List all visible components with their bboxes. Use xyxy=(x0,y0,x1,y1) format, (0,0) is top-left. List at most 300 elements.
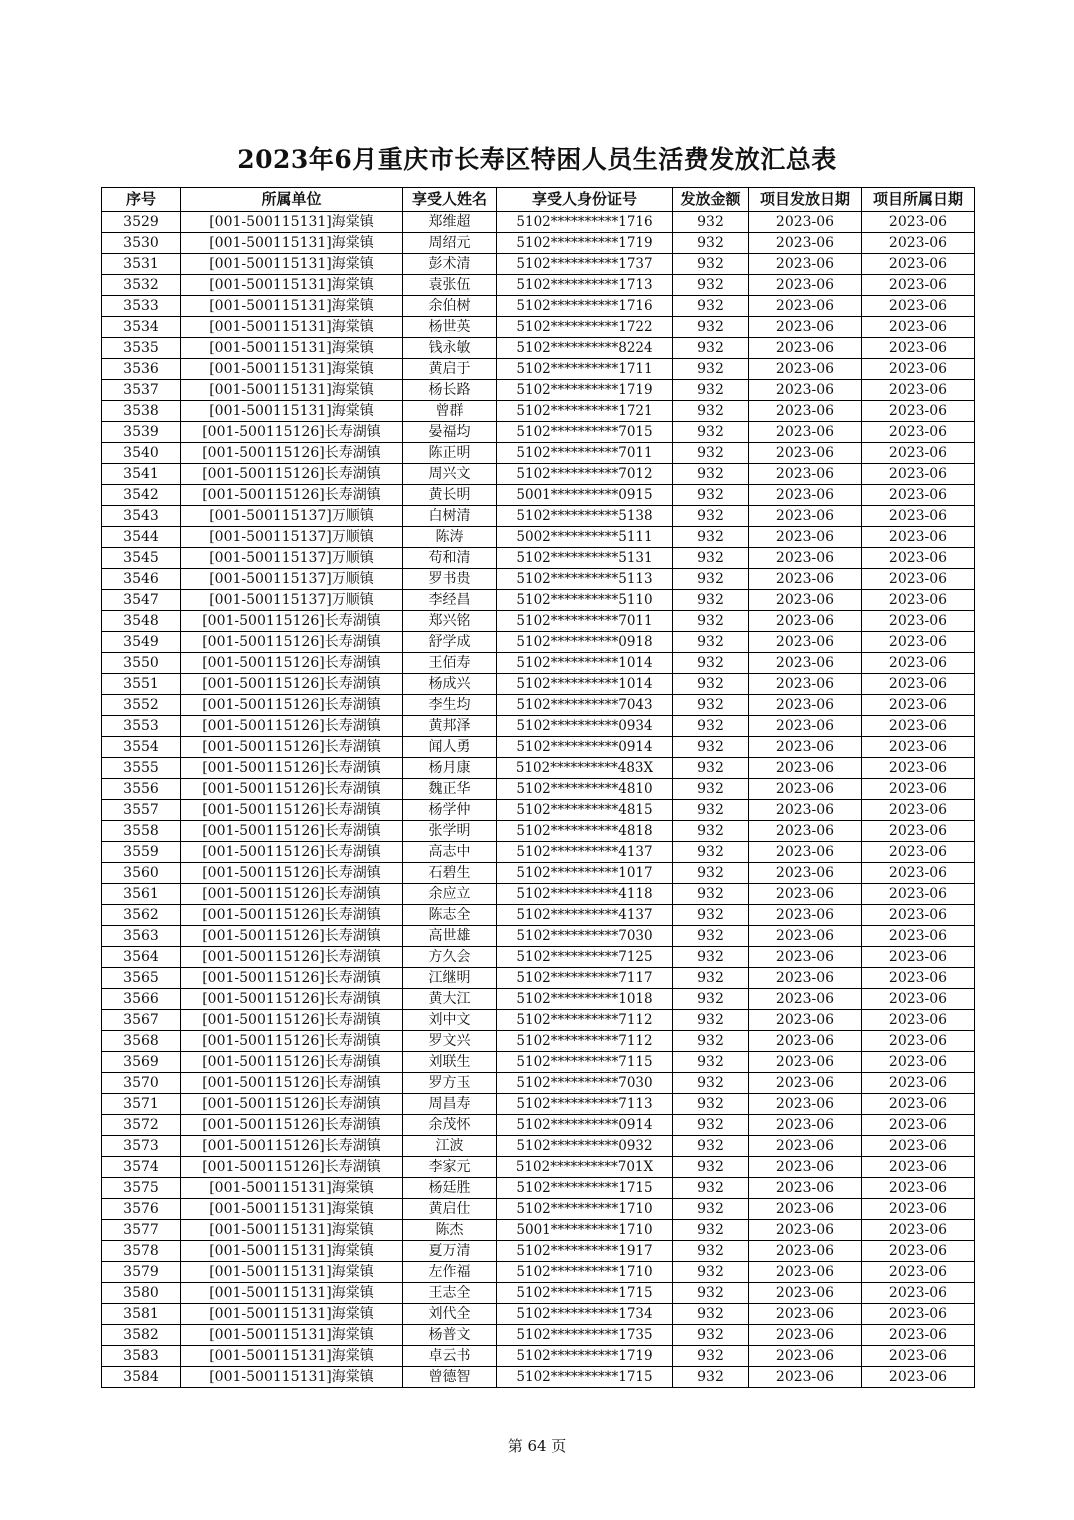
cell-unit: [001-500115126]长寿湖镇 xyxy=(181,968,403,989)
cell-unit: [001-500115131]海棠镇 xyxy=(181,1367,403,1388)
cell-serial: 3580 xyxy=(102,1283,181,1304)
cell-serial: 3537 xyxy=(102,380,181,401)
cell-issue-date: 2023-06 xyxy=(749,611,862,632)
table-row xyxy=(102,632,975,653)
cell-amount: 932 xyxy=(673,905,749,926)
cell-amount: 932 xyxy=(673,359,749,380)
cell-unit: [001-500115126]长寿湖镇 xyxy=(181,716,403,737)
cell-serial: 3554 xyxy=(102,737,181,758)
cell-id-number: 5102**********7030 xyxy=(497,1073,673,1094)
cell-unit: [001-500115126]长寿湖镇 xyxy=(181,611,403,632)
cell-amount: 932 xyxy=(673,548,749,569)
cell-id-number: 5102**********7012 xyxy=(497,464,673,485)
cell-name: 杨学仲 xyxy=(403,800,497,821)
cell-serial: 3550 xyxy=(102,653,181,674)
cell-issue-date: 2023-06 xyxy=(749,842,862,863)
cell-id-number: 5102**********1734 xyxy=(497,1304,673,1325)
cell-name: 王志全 xyxy=(403,1283,497,1304)
table-row xyxy=(102,1199,975,1220)
table-row xyxy=(102,989,975,1010)
table-row xyxy=(102,464,975,485)
cell-unit: [001-500115131]海棠镇 xyxy=(181,275,403,296)
table-header-row xyxy=(102,188,975,212)
cell-serial: 3555 xyxy=(102,758,181,779)
cell-serial: 3562 xyxy=(102,905,181,926)
table-row xyxy=(102,422,975,443)
cell-id-number: 5102**********1017 xyxy=(497,863,673,884)
cell-amount: 932 xyxy=(673,527,749,548)
cell-unit: [001-500115131]海棠镇 xyxy=(181,401,403,422)
cell-id-number: 5102**********1719 xyxy=(497,233,673,254)
cell-id-number: 5102**********1917 xyxy=(497,1241,673,1262)
cell-issue-date: 2023-06 xyxy=(749,1157,862,1178)
cell-name: 罗文兴 xyxy=(403,1031,497,1052)
cell-name: 石碧生 xyxy=(403,863,497,884)
cell-period-date: 2023-06 xyxy=(862,1178,975,1199)
cell-name: 江波 xyxy=(403,1136,497,1157)
cell-id-number: 5102**********483X xyxy=(497,758,673,779)
cell-amount: 932 xyxy=(673,254,749,275)
cell-name: 郑维超 xyxy=(403,212,497,233)
cell-issue-date: 2023-06 xyxy=(749,548,862,569)
cell-amount: 932 xyxy=(673,1283,749,1304)
cell-serial: 3546 xyxy=(102,569,181,590)
cell-period-date: 2023-06 xyxy=(862,1136,975,1157)
table-row xyxy=(102,737,975,758)
cell-id-number: 5102**********7125 xyxy=(497,947,673,968)
cell-period-date: 2023-06 xyxy=(862,632,975,653)
cell-unit: [001-500115131]海棠镇 xyxy=(181,1178,403,1199)
cell-issue-date: 2023-06 xyxy=(749,212,862,233)
table-row xyxy=(102,1010,975,1031)
cell-serial: 3553 xyxy=(102,716,181,737)
summary-table xyxy=(101,187,975,1388)
cell-id-number: 5001**********1710 xyxy=(497,1220,673,1241)
table-body xyxy=(102,212,975,1388)
cell-serial: 3551 xyxy=(102,674,181,695)
cell-unit: [001-500115126]长寿湖镇 xyxy=(181,1157,403,1178)
cell-period-date: 2023-06 xyxy=(862,506,975,527)
cell-unit: [001-500115126]长寿湖镇 xyxy=(181,779,403,800)
cell-id-number: 5102**********1716 xyxy=(497,212,673,233)
cell-id-number: 5102**********7112 xyxy=(497,1031,673,1052)
cell-name: 舒学成 xyxy=(403,632,497,653)
cell-id-number: 5102**********7011 xyxy=(497,443,673,464)
table-row xyxy=(102,779,975,800)
cell-serial: 3576 xyxy=(102,1199,181,1220)
cell-amount: 932 xyxy=(673,1220,749,1241)
cell-issue-date: 2023-06 xyxy=(749,590,862,611)
cell-amount: 932 xyxy=(673,1094,749,1115)
cell-issue-date: 2023-06 xyxy=(749,1073,862,1094)
table-row xyxy=(102,212,975,233)
cell-id-number: 5102**********1716 xyxy=(497,296,673,317)
cell-issue-date: 2023-06 xyxy=(749,716,862,737)
table-row xyxy=(102,359,975,380)
cell-issue-date: 2023-06 xyxy=(749,947,862,968)
cell-name: 余茂怀 xyxy=(403,1115,497,1136)
cell-amount: 932 xyxy=(673,653,749,674)
table-row xyxy=(102,1136,975,1157)
cell-serial: 3581 xyxy=(102,1304,181,1325)
cell-amount: 932 xyxy=(673,1325,749,1346)
table-row xyxy=(102,380,975,401)
cell-period-date: 2023-06 xyxy=(862,422,975,443)
cell-amount: 932 xyxy=(673,1178,749,1199)
page-number: 第 64 页 xyxy=(507,1437,567,1455)
cell-period-date: 2023-06 xyxy=(862,1325,975,1346)
table-row xyxy=(102,1052,975,1073)
cell-name: 刘代全 xyxy=(403,1304,497,1325)
cell-issue-date: 2023-06 xyxy=(749,653,862,674)
cell-id-number: 5102**********7112 xyxy=(497,1010,673,1031)
cell-id-number: 5102**********4137 xyxy=(497,842,673,863)
cell-amount: 932 xyxy=(673,1115,749,1136)
cell-issue-date: 2023-06 xyxy=(749,758,862,779)
cell-issue-date: 2023-06 xyxy=(749,380,862,401)
cell-issue-date: 2023-06 xyxy=(749,317,862,338)
cell-period-date: 2023-06 xyxy=(862,317,975,338)
cell-unit: [001-500115126]长寿湖镇 xyxy=(181,674,403,695)
cell-serial: 3536 xyxy=(102,359,181,380)
cell-unit: [001-500115126]长寿湖镇 xyxy=(181,1031,403,1052)
cell-serial: 3545 xyxy=(102,548,181,569)
cell-serial: 3542 xyxy=(102,485,181,506)
table-row xyxy=(102,1094,975,1115)
cell-amount: 932 xyxy=(673,737,749,758)
cell-amount: 932 xyxy=(673,317,749,338)
cell-period-date: 2023-06 xyxy=(862,1010,975,1031)
cell-unit: [001-500115126]长寿湖镇 xyxy=(181,926,403,947)
cell-issue-date: 2023-06 xyxy=(749,1136,862,1157)
cell-name: 郑兴铭 xyxy=(403,611,497,632)
cell-serial: 3557 xyxy=(102,800,181,821)
cell-issue-date: 2023-06 xyxy=(749,884,862,905)
cell-amount: 932 xyxy=(673,632,749,653)
cell-unit: [001-500115137]万顺镇 xyxy=(181,527,403,548)
cell-amount: 932 xyxy=(673,569,749,590)
cell-id-number: 5102**********0914 xyxy=(497,1115,673,1136)
cell-name: 余应立 xyxy=(403,884,497,905)
cell-unit: [001-500115126]长寿湖镇 xyxy=(181,821,403,842)
cell-issue-date: 2023-06 xyxy=(749,1346,862,1367)
cell-name: 李生均 xyxy=(403,695,497,716)
cell-issue-date: 2023-06 xyxy=(749,1052,862,1073)
cell-name: 晏福均 xyxy=(403,422,497,443)
table-row xyxy=(102,905,975,926)
cell-unit: [001-500115126]长寿湖镇 xyxy=(181,1052,403,1073)
table-row xyxy=(102,653,975,674)
cell-name: 陈杰 xyxy=(403,1220,497,1241)
cell-id-number: 5102**********1014 xyxy=(497,653,673,674)
cell-amount: 932 xyxy=(673,611,749,632)
table-row xyxy=(102,254,975,275)
cell-unit: [001-500115131]海棠镇 xyxy=(181,233,403,254)
cell-name: 陈正明 xyxy=(403,443,497,464)
cell-serial: 3566 xyxy=(102,989,181,1010)
cell-period-date: 2023-06 xyxy=(862,296,975,317)
cell-issue-date: 2023-06 xyxy=(749,695,862,716)
cell-period-date: 2023-06 xyxy=(862,653,975,674)
cell-issue-date: 2023-06 xyxy=(749,569,862,590)
table-row xyxy=(102,695,975,716)
cell-serial: 3556 xyxy=(102,779,181,800)
cell-amount: 932 xyxy=(673,800,749,821)
cell-name: 卓云书 xyxy=(403,1346,497,1367)
cell-issue-date: 2023-06 xyxy=(749,275,862,296)
cell-serial: 3538 xyxy=(102,401,181,422)
cell-id-number: 5102**********1737 xyxy=(497,254,673,275)
table-row xyxy=(102,947,975,968)
cell-amount: 932 xyxy=(673,1052,749,1073)
table-row xyxy=(102,338,975,359)
cell-amount: 932 xyxy=(673,506,749,527)
cell-period-date: 2023-06 xyxy=(862,464,975,485)
cell-unit: [001-500115131]海棠镇 xyxy=(181,1220,403,1241)
table-row xyxy=(102,758,975,779)
cell-period-date: 2023-06 xyxy=(862,275,975,296)
cell-issue-date: 2023-06 xyxy=(749,1178,862,1199)
cell-id-number: 5001**********0915 xyxy=(497,485,673,506)
cell-unit: [001-500115131]海棠镇 xyxy=(181,212,403,233)
cell-unit: [001-500115126]长寿湖镇 xyxy=(181,884,403,905)
cell-period-date: 2023-06 xyxy=(862,737,975,758)
cell-issue-date: 2023-06 xyxy=(749,968,862,989)
cell-amount: 932 xyxy=(673,947,749,968)
cell-unit: [001-500115137]万顺镇 xyxy=(181,590,403,611)
table-row xyxy=(102,1262,975,1283)
cell-serial: 3534 xyxy=(102,317,181,338)
cell-serial: 3532 xyxy=(102,275,181,296)
cell-serial: 3560 xyxy=(102,863,181,884)
table-row xyxy=(102,233,975,254)
cell-period-date: 2023-06 xyxy=(862,947,975,968)
cell-name: 黄长明 xyxy=(403,485,497,506)
table-row xyxy=(102,1304,975,1325)
cell-amount: 932 xyxy=(673,989,749,1010)
cell-unit: [001-500115131]海棠镇 xyxy=(181,1283,403,1304)
cell-period-date: 2023-06 xyxy=(862,1346,975,1367)
cell-amount: 932 xyxy=(673,674,749,695)
cell-name: 钱永敏 xyxy=(403,338,497,359)
cell-serial: 3564 xyxy=(102,947,181,968)
header-name: 享受人姓名 xyxy=(403,188,497,212)
cell-unit: [001-500115126]长寿湖镇 xyxy=(181,737,403,758)
cell-unit: [001-500115131]海棠镇 xyxy=(181,359,403,380)
cell-period-date: 2023-06 xyxy=(862,1199,975,1220)
cell-unit: [001-500115126]长寿湖镇 xyxy=(181,842,403,863)
cell-name: 李家元 xyxy=(403,1157,497,1178)
cell-period-date: 2023-06 xyxy=(862,590,975,611)
cell-name: 苟和清 xyxy=(403,548,497,569)
cell-id-number: 5102**********7043 xyxy=(497,695,673,716)
cell-amount: 932 xyxy=(673,1304,749,1325)
cell-id-number: 5102**********1711 xyxy=(497,359,673,380)
cell-serial: 3543 xyxy=(102,506,181,527)
table-row xyxy=(102,611,975,632)
cell-issue-date: 2023-06 xyxy=(749,800,862,821)
cell-serial: 3533 xyxy=(102,296,181,317)
cell-issue-date: 2023-06 xyxy=(749,632,862,653)
cell-id-number: 5102**********0934 xyxy=(497,716,673,737)
cell-unit: [001-500115126]长寿湖镇 xyxy=(181,422,403,443)
cell-issue-date: 2023-06 xyxy=(749,905,862,926)
cell-id-number: 5102**********5113 xyxy=(497,569,673,590)
cell-amount: 932 xyxy=(673,884,749,905)
cell-serial: 3569 xyxy=(102,1052,181,1073)
cell-name: 闻人勇 xyxy=(403,737,497,758)
cell-id-number: 5102**********7030 xyxy=(497,926,673,947)
table-row xyxy=(102,569,975,590)
cell-unit: [001-500115131]海棠镇 xyxy=(181,254,403,275)
cell-period-date: 2023-06 xyxy=(862,1157,975,1178)
cell-period-date: 2023-06 xyxy=(862,863,975,884)
header-issue-date: 项目发放日期 xyxy=(749,188,862,212)
table-row xyxy=(102,1241,975,1262)
cell-id-number: 5102**********1715 xyxy=(497,1367,673,1388)
cell-unit: [001-500115126]长寿湖镇 xyxy=(181,1094,403,1115)
cell-issue-date: 2023-06 xyxy=(749,863,862,884)
cell-period-date: 2023-06 xyxy=(862,1283,975,1304)
cell-period-date: 2023-06 xyxy=(862,1115,975,1136)
cell-name: 曾德智 xyxy=(403,1367,497,1388)
table-row xyxy=(102,863,975,884)
cell-id-number: 5102**********0932 xyxy=(497,1136,673,1157)
cell-period-date: 2023-06 xyxy=(862,842,975,863)
cell-id-number: 5102**********4815 xyxy=(497,800,673,821)
cell-serial: 3567 xyxy=(102,1010,181,1031)
cell-amount: 932 xyxy=(673,422,749,443)
cell-serial: 3571 xyxy=(102,1094,181,1115)
cell-unit: [001-500115131]海棠镇 xyxy=(181,317,403,338)
cell-unit: [001-500115131]海棠镇 xyxy=(181,380,403,401)
cell-amount: 932 xyxy=(673,485,749,506)
cell-period-date: 2023-06 xyxy=(862,1367,975,1388)
cell-serial: 3578 xyxy=(102,1241,181,1262)
cell-serial: 3572 xyxy=(102,1115,181,1136)
header-amount: 发放金额 xyxy=(673,188,749,212)
cell-issue-date: 2023-06 xyxy=(749,989,862,1010)
cell-serial: 3530 xyxy=(102,233,181,254)
cell-id-number: 5102**********5131 xyxy=(497,548,673,569)
cell-amount: 932 xyxy=(673,296,749,317)
cell-issue-date: 2023-06 xyxy=(749,401,862,422)
cell-period-date: 2023-06 xyxy=(862,1304,975,1325)
cell-issue-date: 2023-06 xyxy=(749,737,862,758)
cell-id-number: 5102**********4137 xyxy=(497,905,673,926)
table-row xyxy=(102,485,975,506)
cell-issue-date: 2023-06 xyxy=(749,254,862,275)
cell-issue-date: 2023-06 xyxy=(749,1367,862,1388)
table-row xyxy=(102,1220,975,1241)
cell-id-number: 5102**********8224 xyxy=(497,338,673,359)
cell-name: 杨普文 xyxy=(403,1325,497,1346)
cell-id-number: 5102**********1719 xyxy=(497,380,673,401)
cell-unit: [001-500115126]长寿湖镇 xyxy=(181,464,403,485)
cell-id-number: 5102**********4818 xyxy=(497,821,673,842)
cell-serial: 3559 xyxy=(102,842,181,863)
cell-unit: [001-500115126]长寿湖镇 xyxy=(181,863,403,884)
cell-amount: 932 xyxy=(673,758,749,779)
cell-id-number: 5102**********7113 xyxy=(497,1094,673,1115)
cell-unit: [001-500115126]长寿湖镇 xyxy=(181,905,403,926)
cell-period-date: 2023-06 xyxy=(862,569,975,590)
cell-id-number: 5102**********1721 xyxy=(497,401,673,422)
cell-unit: [001-500115131]海棠镇 xyxy=(181,1262,403,1283)
cell-serial: 3577 xyxy=(102,1220,181,1241)
table-row xyxy=(102,716,975,737)
cell-serial: 3579 xyxy=(102,1262,181,1283)
cell-amount: 932 xyxy=(673,821,749,842)
cell-name: 江继明 xyxy=(403,968,497,989)
cell-issue-date: 2023-06 xyxy=(749,821,862,842)
cell-period-date: 2023-06 xyxy=(862,905,975,926)
cell-period-date: 2023-06 xyxy=(862,443,975,464)
cell-id-number: 5102**********7115 xyxy=(497,1052,673,1073)
table-row xyxy=(102,296,975,317)
cell-serial: 3570 xyxy=(102,1073,181,1094)
cell-serial: 3540 xyxy=(102,443,181,464)
table-row xyxy=(102,275,975,296)
header-id-number: 享受人身份证号 xyxy=(497,188,673,212)
cell-name: 袁张伍 xyxy=(403,275,497,296)
table-row xyxy=(102,317,975,338)
cell-serial: 3529 xyxy=(102,212,181,233)
cell-period-date: 2023-06 xyxy=(862,548,975,569)
cell-amount: 932 xyxy=(673,338,749,359)
table-row xyxy=(102,842,975,863)
cell-name: 陈志全 xyxy=(403,905,497,926)
cell-name: 张学明 xyxy=(403,821,497,842)
cell-period-date: 2023-06 xyxy=(862,1073,975,1094)
cell-period-date: 2023-06 xyxy=(862,338,975,359)
table-row xyxy=(102,1367,975,1388)
cell-serial: 3544 xyxy=(102,527,181,548)
cell-serial: 3563 xyxy=(102,926,181,947)
table-row xyxy=(102,821,975,842)
cell-name: 周绍元 xyxy=(403,233,497,254)
cell-id-number: 5102**********4118 xyxy=(497,884,673,905)
cell-issue-date: 2023-06 xyxy=(749,359,862,380)
table-row xyxy=(102,1346,975,1367)
cell-serial: 3552 xyxy=(102,695,181,716)
table-row xyxy=(102,800,975,821)
cell-issue-date: 2023-06 xyxy=(749,1031,862,1052)
cell-name: 高志中 xyxy=(403,842,497,863)
cell-period-date: 2023-06 xyxy=(862,1220,975,1241)
cell-unit: [001-500115131]海棠镇 xyxy=(181,338,403,359)
cell-period-date: 2023-06 xyxy=(862,779,975,800)
cell-issue-date: 2023-06 xyxy=(749,1199,862,1220)
cell-period-date: 2023-06 xyxy=(862,821,975,842)
cell-unit: [001-500115126]长寿湖镇 xyxy=(181,653,403,674)
cell-amount: 932 xyxy=(673,401,749,422)
cell-period-date: 2023-06 xyxy=(862,233,975,254)
cell-serial: 3574 xyxy=(102,1157,181,1178)
cell-unit: [001-500115126]长寿湖镇 xyxy=(181,1010,403,1031)
cell-amount: 932 xyxy=(673,968,749,989)
cell-amount: 932 xyxy=(673,1031,749,1052)
cell-id-number: 5102**********5138 xyxy=(497,506,673,527)
cell-amount: 932 xyxy=(673,1241,749,1262)
cell-period-date: 2023-06 xyxy=(862,716,975,737)
cell-serial: 3583 xyxy=(102,1346,181,1367)
table-row xyxy=(102,506,975,527)
table-row xyxy=(102,1178,975,1199)
cell-period-date: 2023-06 xyxy=(862,884,975,905)
cell-name: 魏正华 xyxy=(403,779,497,800)
table-row xyxy=(102,590,975,611)
